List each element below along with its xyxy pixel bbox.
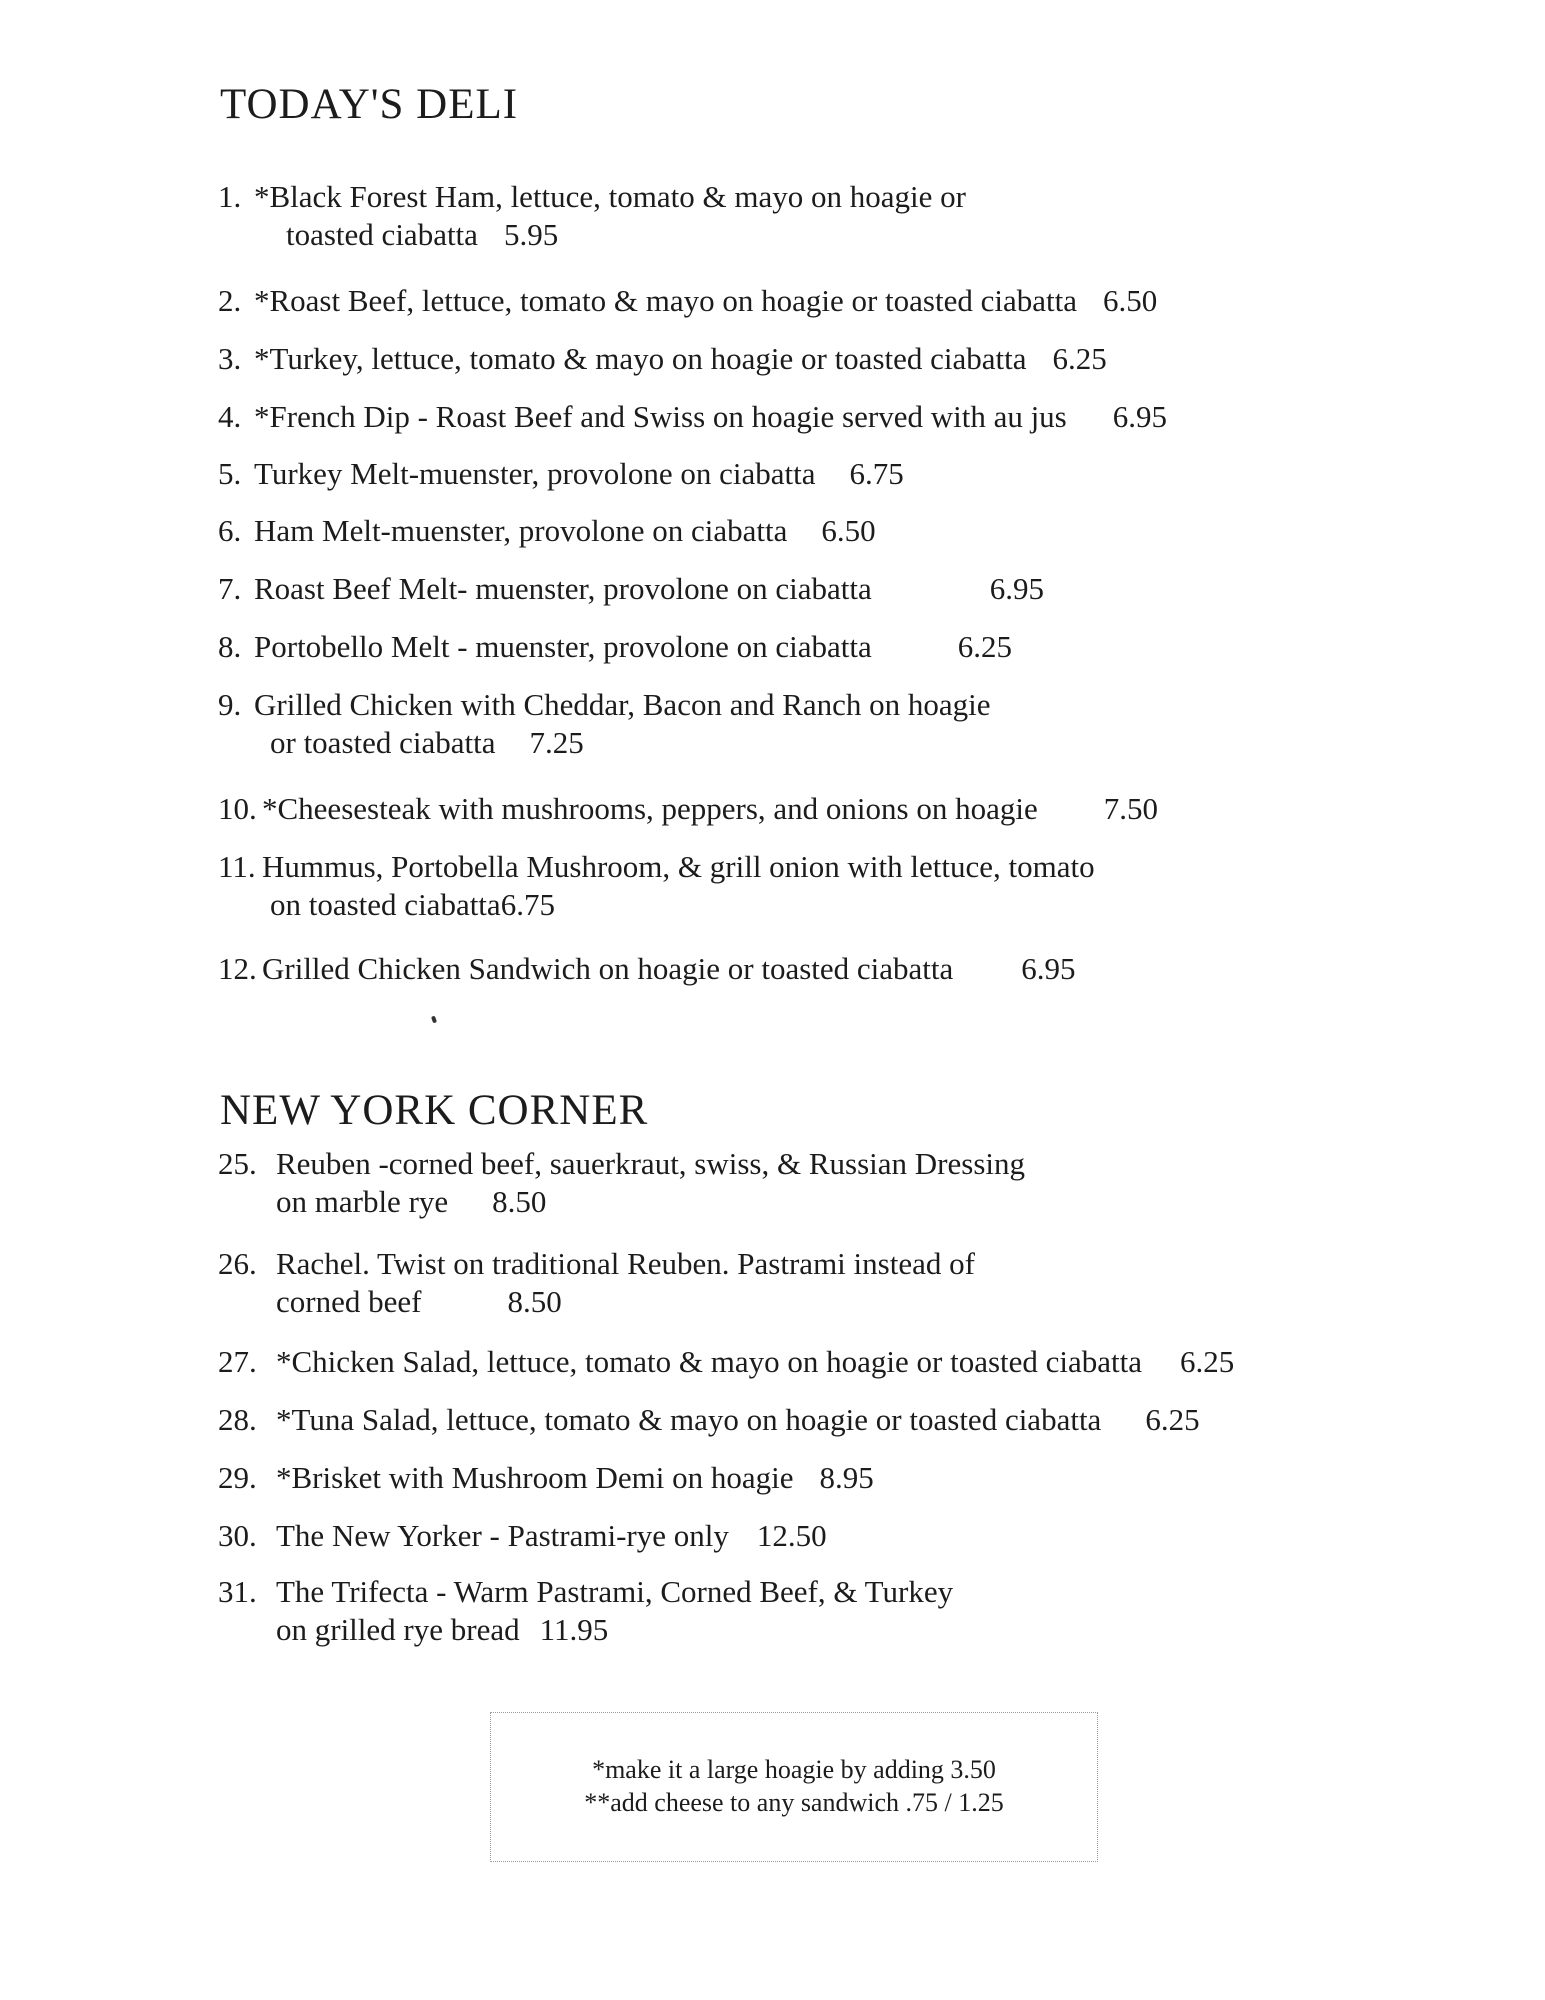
note-add-cheese: **add cheese to any sandwich .75 / 1.25: [584, 1788, 1004, 1817]
stray-mark: [431, 1016, 437, 1024]
ny-item-30: [218, 1517, 827, 1555]
item-description-cont: corned beef: [276, 1284, 422, 1319]
item-description: *Turkey, lettuce, tomato & mayo on hoagie or toasted ciabatta: [254, 341, 1027, 376]
deli-item-7: [218, 570, 1044, 608]
item-description: Roast Beef Melt- muenster, provolone on ciabatta: [254, 571, 872, 606]
item-description-cont: on grilled rye bread: [276, 1612, 520, 1647]
item-price: 11.95: [539, 1612, 609, 1647]
item-description: Grilled Chicken Sandwich on hoagie or toasted ciabatta: [262, 951, 954, 986]
item-description-cont: toasted ciabatta: [286, 217, 478, 252]
item-number: 10.: [218, 791, 257, 826]
note-large-hoagie: *make it a large hoagie by adding 3.50: [592, 1755, 996, 1784]
item-description-cont: or toasted ciabatta: [270, 725, 496, 760]
item-description: Reuben -corned beef, sauerkraut, swiss, & Russian Dressing: [276, 1146, 1025, 1181]
item-price: 6.95: [1112, 399, 1168, 434]
deli-item-12: [218, 950, 1076, 988]
item-number: 2.: [218, 283, 242, 318]
deli-item-10: [218, 790, 1158, 828]
item-price: 6.25: [1052, 341, 1107, 376]
item-description: Ham Melt-muenster, provolone on ciabatta: [254, 513, 788, 548]
ny-item-29: [218, 1459, 874, 1497]
item-description: Rachel. Twist on traditional Reuben. Pastrami instead of: [276, 1246, 975, 1281]
item-number: 12.: [218, 951, 257, 986]
deli-item-11: [218, 848, 1095, 924]
item-number: 5.: [218, 456, 242, 491]
ny-item-28: [218, 1401, 1200, 1439]
ny-section-title: NEW YORK CORNER: [220, 1087, 649, 1134]
ny-item-27: [218, 1343, 1234, 1381]
ny-item-31: [218, 1573, 953, 1649]
item-price: 6.75: [849, 456, 904, 491]
item-price: 6.25: [1145, 1402, 1200, 1437]
item-price: 6.50: [821, 513, 876, 548]
item-description: *Roast Beef, lettuce, tomato & mayo on hoagie or toasted ciabatta: [254, 283, 1077, 318]
item-price: 6.75: [500, 887, 555, 922]
item-price: 6.50: [1102, 283, 1158, 318]
item-number: 31.: [218, 1574, 257, 1609]
deli-item-1: [218, 178, 966, 254]
item-description: Portobello Melt - muenster, provolone on ciabatta: [254, 629, 872, 664]
item-description: *Cheesesteak with mushrooms, peppers, and onions on hoagie: [262, 791, 1038, 826]
item-description: *Chicken Salad, lettuce, tomato & mayo on hoagie or toasted ciabatta: [276, 1344, 1143, 1379]
item-number: 26.: [218, 1246, 257, 1281]
item-number: 30.: [218, 1518, 257, 1553]
item-price: 12.50: [756, 1518, 827, 1553]
item-number: 3.: [218, 341, 242, 376]
item-price: 5.95: [503, 217, 559, 252]
item-description: *French Dip - Roast Beef and Swiss on hoagie served with au jus: [254, 399, 1067, 434]
item-price: 7.25: [529, 725, 584, 760]
item-number: 8.: [218, 629, 242, 664]
deli-item-9: [218, 686, 991, 762]
item-price: 6.25: [957, 629, 1012, 664]
item-number: 6.: [218, 513, 242, 548]
item-description: Hummus, Portobella Mushroom, & grill onion with lettuce, tomato: [262, 849, 1095, 884]
deli-item-3: [218, 340, 1107, 378]
item-description: The New Yorker - Pastrami-rye only: [276, 1518, 729, 1553]
deli-item-6: [218, 512, 876, 550]
item-description: Grilled Chicken with Cheddar, Bacon and Ranch on hoagie: [254, 687, 991, 722]
deli-item-2: [218, 282, 1157, 320]
deli-section-title: TODAY'S DELI: [220, 81, 519, 128]
item-description: *Brisket with Mushroom Demi on hoagie: [276, 1460, 794, 1495]
item-price: 7.50: [1103, 791, 1158, 826]
item-price: 6.25: [1180, 1344, 1235, 1379]
item-number: 29.: [218, 1460, 257, 1495]
item-description: The Trifecta - Warm Pastrami, Corned Beef, & Turkey: [276, 1574, 954, 1609]
ny-item-26: [218, 1245, 975, 1321]
item-description: *Black Forest Ham, lettuce, tomato & mayo on hoagie or: [254, 179, 966, 214]
item-description-cont: on marble rye: [276, 1184, 449, 1219]
item-number: 11.: [218, 849, 256, 884]
item-number: 1.: [218, 179, 242, 214]
item-description: Turkey Melt-muenster, provolone on ciabatta: [254, 456, 816, 491]
item-description-cont: on toasted ciabatta: [270, 887, 501, 922]
item-description: *Tuna Salad, lettuce, tomato & mayo on hoagie or toasted ciabatta: [276, 1402, 1102, 1437]
item-price: 8.50: [507, 1284, 562, 1319]
item-number: 28.: [218, 1402, 257, 1437]
item-price: 8.50: [492, 1184, 547, 1219]
item-number: 25.: [218, 1146, 257, 1181]
item-price: 6.95: [1021, 951, 1076, 986]
deli-item-8: [218, 628, 1012, 666]
item-price: 8.95: [819, 1460, 874, 1495]
item-number: 7.: [218, 571, 242, 606]
deli-item-4: [218, 398, 1167, 436]
ny-item-25: [218, 1145, 1025, 1221]
item-number: 9.: [218, 687, 242, 722]
notes-box: [490, 1712, 1098, 1862]
deli-item-5: [218, 455, 904, 493]
item-number: 27.: [218, 1344, 257, 1379]
item-price: 6.95: [989, 571, 1044, 606]
item-number: 4.: [218, 399, 242, 434]
